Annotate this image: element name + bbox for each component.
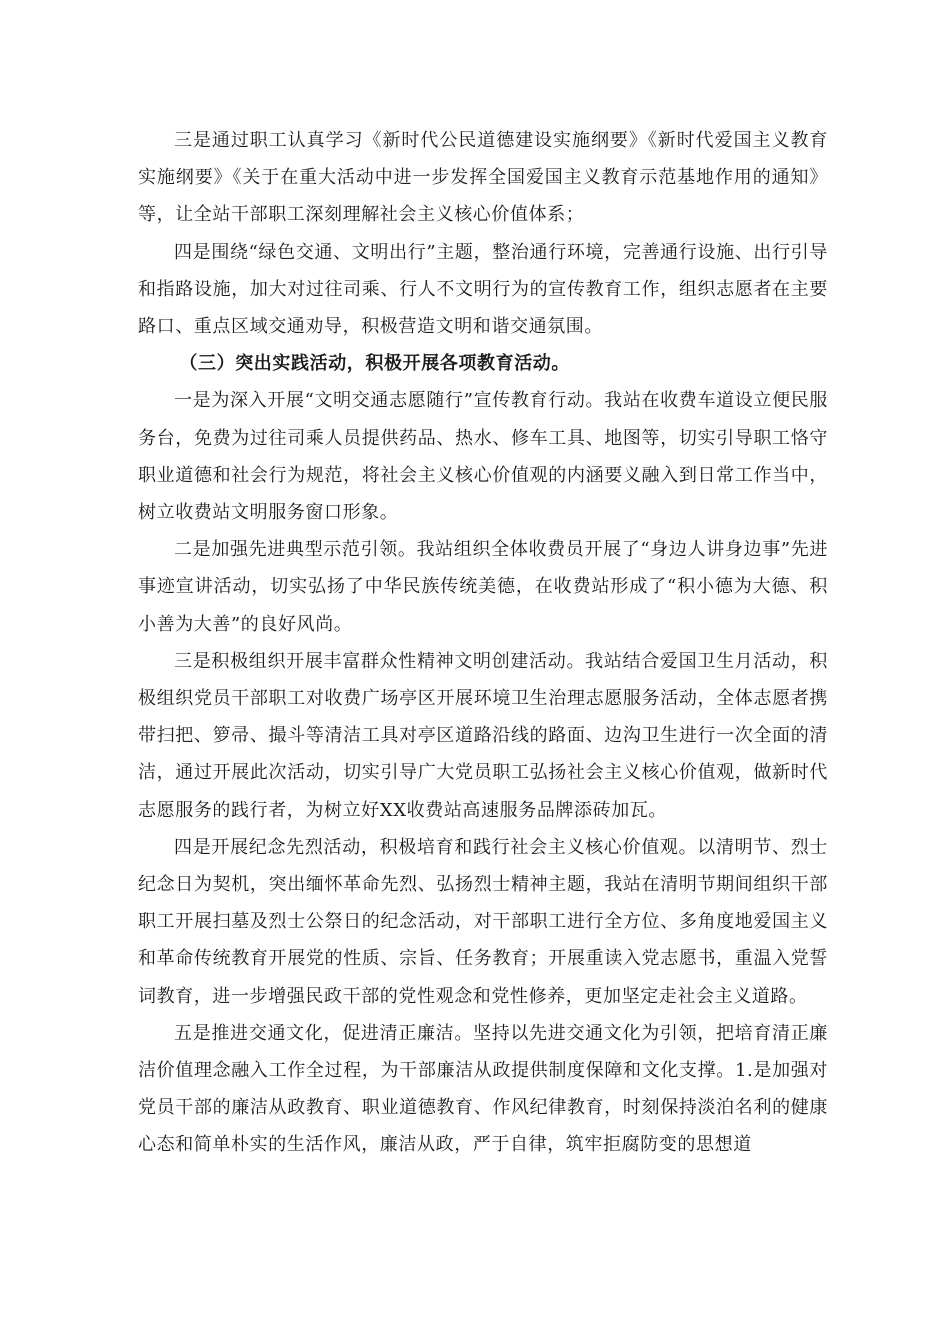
paragraph-green-traffic: 四是围绕“绿色交通、文明出行”主题，整治通行环境，完善通行设施、出行引导和指路设施，加大对过往司乘、行人不文明行为的宣传教育工作，组织志愿者在主要路口、重点区域交通劝导，积极营造文明和谐交通氛围。 xyxy=(138,241,828,338)
document-page xyxy=(138,122,828,1164)
paragraph-volunteer-campaign: 一是为深入开展“文明交通志愿随行”宣传教育行动。我站在收费车道设立便民服务台，免费为过往司乘人员提供药品、热水、修车工具、地图等，切实引导职工恪守职业道德和社会行为规范，将社会主义核心价值观的内涵要义融入到日常工作当中，树立收费站文明服务窗口形象。 xyxy=(138,390,828,524)
paragraph-role-models: 二是加强先进典型示范引领。我站组织全体收费员开展了“身边人讲身边事”先进事迹宣讲活动，切实弘扬了中华民族传统美德，在收费站形成了“积小德为大德、积小善为大善”的良好风尚。 xyxy=(138,539,828,635)
paragraph-civilization-activities: 三是积极组织开展丰富群众性精神文明创建活动。我站结合爱国卫生月活动，积极组织党员干部职工对收费广场亭区开展环境卫生治理志愿服务活动，全体志愿者携带扫把、箩帚、撮斗等清洁工具对亭区道路沿线的路面、边沟卫生进行一次全面的清洁，通过开展此次活动，切实引导广大党员职工弘扬社会主义核心价值观，做新时代志愿服务的践行者，为树立好XX收费站高速服务品牌添砖加瓦。 xyxy=(138,650,828,821)
section-heading-practice-activities: （三）突出实践活动，积极开展各项教育活动。 xyxy=(179,353,570,375)
paragraph-study-outline: 三是通过职工认真学习《新时代公民道德建设实施纲要》《新时代爱国主义教育实施纲要》《关于在重大活动中进一步发挥全国爱国主义教育示范基地作用的通知》等，让全站干部职工深刻理解社会主义核心价值体系； xyxy=(138,130,828,226)
paragraph-martyrs-commemoration: 四是开展纪念先烈活动，积极培育和践行社会主义核心价值观。以清明节、烈士纪念日为契机，突出缅怀革命先烈、弘扬烈士精神主题，我站在清明节期间组织干部职工开展扫墓及烈士公祭日的纪念活动，对干部职工进行全方位、多角度地爱国主义和革命传统教育开展党的性质、宗旨、任务教育；开展重读入党志愿书，重温入党誓词教育，进一步增强民政干部的党性观念和党性修养，更加坚定走社会主义道路。 xyxy=(138,836,828,1007)
paragraph-integrity-culture: 五是推进交通文化，促进清正廉洁。坚持以先进交通文化为引领，把培育清正廉洁价值理念融入工作全过程，为干部廉洁从政提供制度保障和文化支撑。1.是加强对党员干部的廉洁从政教育、职业道德教育、作风纪律教育，时刻保持淡泊名利的健康心态和简单朴实的生活作风，廉洁从政，严于自律，筑牢拒腐防变的思想道 xyxy=(138,1022,828,1156)
